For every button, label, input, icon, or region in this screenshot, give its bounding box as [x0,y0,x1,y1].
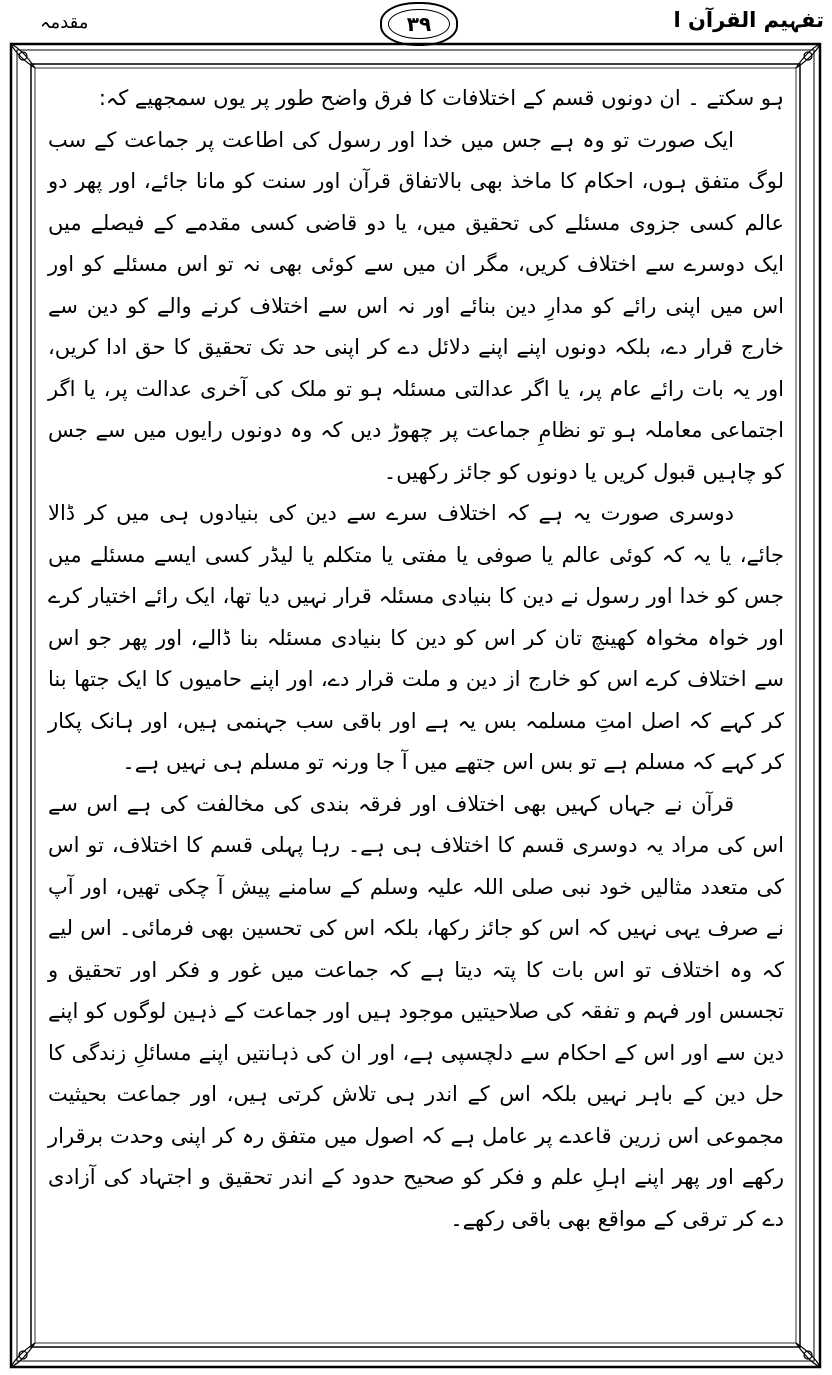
page-body [48,78,784,1355]
book-title: تفہیم القرآن ا [673,8,824,32]
paragraph: دوسری صورت یہ ہے کہ اختلاف سرے سے دین کی بنیادوں ہی میں کر ڈالا جائے، یا یہ کہ کوئی عالم یا صوفی یا مفتی یا متکلم یا لیڈر کسی ایسے مسئلے میں جس کو خدا اور رسول نے دین کا بنیادی مسئلہ قرار نہیں دیا تھا، ایک رائے اختیار کرے اور خواہ مخواہ کھینچ تان کر اس کو دین کا بنیادی مسئلہ بنا ڈالے، اور پھر جو اس سے اختلاف کرے اس کو خارج از دین و ملت قرار دے، اور اپنے حامیوں کا ایک جتھا بنا کر کہے کہ اصل امتِ مسلمہ بس یہ ہے اور باقی سب جہنمی ہیں، اور ہانک پکار کر کہے کہ مسلم ہے تو بس اس جتھے میں آ جا ورنہ تو مسلم ہی نہیں ہے۔ [48,501,784,774]
page-number: ۳۹ [406,12,432,36]
section-title: مقدمہ [40,12,89,33]
paragraph: ایک صورت تو وہ ہے جس میں خدا اور رسول کی اطاعت پر جماعت کے سب لوگ متفق ہوں، احکام کا ماخذ بھی بالاتفاق قرآن اور سنت کو مانا جائے، اور پھر دو عالم کسی جزوی مسئلے کی تحقیق میں، یا دو قاضی کسی مقدمے کے فیصلے میں ایک دوسرے سے اختلاف کریں، مگر ان میں سے کوئی بھی نہ تو اس مسئلے کو اور اس میں اپنی رائے کو مدارِ دین بنائے اور نہ اس سے اختلاف کرنے والے کو دین سے خارج قرار دے، بلکہ دونوں اپنے اپنے دلائل دے کر اپنی حد تک تحقیق کا حق ادا کریں، اور یہ بات رائے عام پر، یا اگر عدالتی مسئلہ ہو تو ملک کی آخری عدالت پر، یا اگر اجتماعی معاملہ ہو تو نظامِ جماعت پر چھوڑ دیں کہ وہ دونوں رایوں میں سے جس کو چاہیں قبول کریں یا دونوں کو جائز رکھیں۔ [48,127,784,484]
paragraph: ہو سکتے ۔ ان دونوں قسم کے اختلافات کا فرق واضح طور پر یوں سمجھیے کہ: [98,86,784,110]
paragraph: قرآن نے جہاں کہیں بھی اختلاف اور فرقہ بندی کی مخالفت کی ہے اس سے اس کی مراد یہ دوسری قسم کا اختلاف ہی ہے۔ رہا پہلی قسم کا اختلاف، تو اس کی متعدد مثالیں خود نبی صلی اللہ علیہ وسلم کے سامنے پیش آ چکی تھیں، اور آپ نے صرف یہی نہیں کہ اس کو جائز رکھا، بلکہ اس کی تحسین بھی فرمائی۔ اس لیے کہ وہ اختلاف تو اس بات کا پتہ دیتا ہے کہ جماعت میں غور و فکر اور تحقیق و تجسس اور فہم و تفقہ کی صلاحیتیں موجود ہیں اور جماعت کے ذہین لوگوں کو اپنے دین سے اور اس کے احکام سے دلچسپی ہے، اور ان کی ذہانتیں اپنے مسائلِ زندگی کا حل دین کے باہر نہیں بلکہ اس کے اندر ہی تلاش کرتی ہیں، اور جماعت بحیثیت مجموعی اس زرین قاعدے پر عامل ہے کہ اصول میں متفق رہ کر اپنی وحدت برقرار رکھے اور پھر اپنے اہلِ علم و فکر کو صحیح حدود کے اندر تحقیق و اجتہاد کی آزادی دے کر ترقی کے مواقع بھی باقی رکھے۔ [48,791,784,1231]
page-number-badge [380,2,458,46]
